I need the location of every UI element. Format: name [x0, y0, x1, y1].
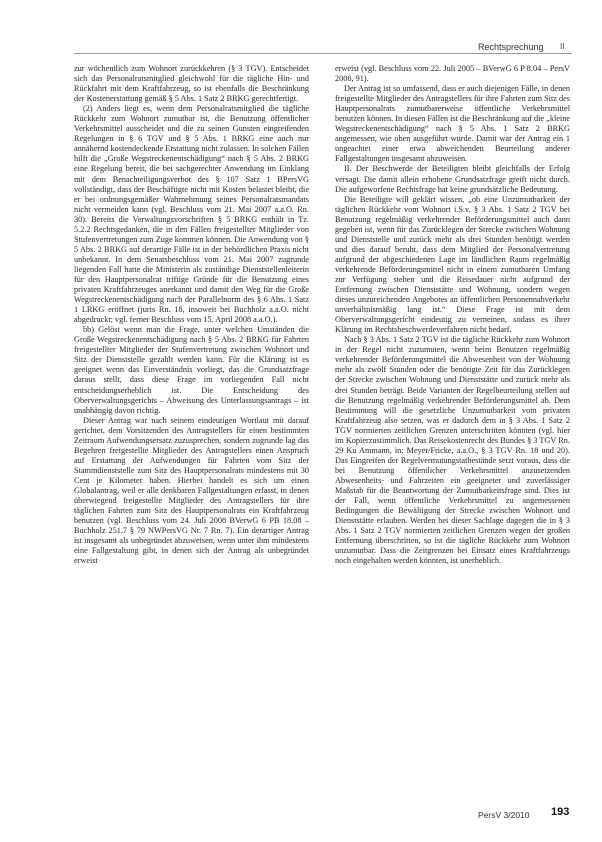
right-paragraph-4: Die Beteiligte will geklärt wissen, „ob eine Unzumutbarkeit der täglichen Rückkehr vom Wohnort i.S.v. § 3 Abs. 1 Satz 2 TGV bei Benutzung regelmäßig verkehrender Beförderungsmittel auch dann gegeben ist, wenn für das Zurücklegen der Strecke zwischen Wohnung und Dienststelle und zurück mehr als drei Stunden benötigt werden und dies darauf beruht, dass dem Mitglied der Personalvertretung aufgrund der abgeschiedenen Lage im ländlichen Raum regelmäßig verkehrende Beförderungsmittel nicht in einem zumutbaren Umfang zur Verfügung stehen und die Reisedauer nicht aufgrund der Entfernung zwischen Dienststätte und Wohnung, sondern wegen dieses unzureichenden Angebotes an öffentlichen Personennahverkehr unverhältnismäßig lang ist.“ Diese Frage ist mit dem Oberverwaltungsgericht eindeutig zu verneinen, sodass es ihrer Klärung im Rechtsbeschwerdeverfahren nicht bedarf.	[335, 194, 570, 335]
running-header-section: Rechtsprechung	[478, 42, 544, 52]
left-paragraph-2: (2) Anders liegt es, wenn dem Personalratsmitglied die tägliche Rückkehr zum Wohnort zumutbar ist, die Benutzung öffentlicher Verkehrsmittel ausscheidet und die zu seinen Gunsten eingreifenden Regelungen in § 6 TGV und § 5 Abs. 1 BRKG eine auch nur annähernd kostendeckende Erstattung nicht zulassen. In solchen Fällen hilft die „Große Wegstreckenentschädigung“ nach § 5 Abs. 2 BRKG eine Regelung bereit, die bei sachgerechter Anwendung im Einklang mit dem Benachteiligungsverbot des § 107 Satz 1 BPersVG vollständigt, dass der Beschäftigte nicht mit Kosten belastet bleibt, die er bei ordnungsgemäßer Wahrnehmung seines Personalratsmandats nicht vermeiden kann (vgl. Beschluss vom 21. Mai 2007 a.a.O. Rn. 30). Bereits die Verwaltungsvorschriften § 5 BRKG enthält in Tz. 5.2.2 Rechtsgedanken, die in den Fällen freigestellter Mitglieder von Stufenvertretungen zum Zuge kommen können. Die Anwendung von § 5 Abs. 2 BRKG auf derartige Fälle ist in der behördlichen Praxis nicht unbekannt. In dem Senatsbeschluss vom 21. Mai 2007 zugrunde liegenden Fall hatte die Ministerin als zuständige Dienststellenleiterin für den Hauptpersonalrat triftige Gründe für die Benutzung eines privaten Kraftfahrzeuges anerkannt und damit den Weg für die Große Wegstreckenentschädigung nach der Parallelnorm des § 6 Abs. 1 Satz 1 LRKG eröffnet (juris Rn. 18, insoweit bei Buchholz a.a.O. nicht abgedruckt; vgl. ferner Beschluss vom 15. April 2008 a.a.O.).	[74, 104, 309, 325]
running-header-marker: II	[560, 42, 565, 51]
right-column	[335, 64, 570, 566]
left-paragraph-4: Dieser Antrag war nach seinem eindeutigen Wortlaut mit darauf gerichtet, dem Vorsitzenden des Antragstellers für einen bestimmten Zeitraum Aufwendungsersatz zuzusprechen, sondern zugrunde lag das Begehren freigestellte Mitglieder des Antragstellers einen Anspruch auf Erstattung der Aufwendungen für Fahrten vom Sitz der Stammdienststelle zum Sitz des Hauptpersonalrats mindestens mit 30 Cent je Kilometer haben. Hierbei handelt es sich um einen Globalantrag, weil er alle denkbaren Fallgestaltungen erfasst, in denen überwiegend freigestellte Mitglieder des Antragstellers für ihre täglichen Fahrten zum Sitz des Hauptpersonalrats ein Kraftfahrzeug benutzen (vgl. Beschluss vom 24. Juli 2008 BVerwG 6 PB 18.08 – Buchholz 251.7 § 79 NWPersVG Nr. 7 Rn. 7). Ein derartiger Antrag ist insgesamt als unbegründet abzuweisen, wenn unter ihm mindestens eine Fallgestaltung gibt, in denen sich der Antrag als unbegründet erweist	[74, 415, 309, 566]
footer-journal: PersV 3/2010	[478, 810, 530, 820]
page-number: 193	[551, 806, 570, 818]
right-paragraph-1: erweist (vgl. Beschluss vom 22. Juli 2005 – BVerwG 6 P 8.04 – PersV 2006, 91).	[335, 64, 570, 84]
left-paragraph-1: zur wöchentlich zum Wohnort zurückkehren (§ 3 TGV). Entscheidet sich das Personalratsmitglied gleichwohl für die tägliche Hin- und Rückfahrt mit dem Kraftfahrzeug, so ist ebenfalls die Beschränkung der Kostenerstattung gemäß § 5 Abs. 1 Satz 2 BRKG gerechtfertigt.	[74, 64, 309, 104]
left-column	[74, 64, 309, 566]
right-paragraph-3: II. Der Beschwerde der Beteiligten bleibt gleichfalls der Erfolg versagt. Die damit allein erhobene Grundsatzfrage greift nicht durch. Die aufgeworfene Rechtsfrage hat keine grundsätzliche Bedeutung.	[335, 164, 570, 194]
header-rule	[74, 53, 572, 54]
left-paragraph-3: bb) Gelöst wenn man die Frage, unter welchen Umständen die Große Wegstreckenentschädigung nach § 5 Abs. 2 BRKG für Fahrten freigestellter Mitglieder der Stufenvertretung zwischen Wohnort und Sitz der Dienststelle gezahlt werden kann. Für die Klärung ist es geeignet wenn das Einverständnis vorliegt, das die Grundsatzfrage daraus stellt, dass diese Frage im vorliegenden Fall nicht entscheidungserheblich ist. Die Entscheidung des Oberverwaltungsgerichts – Abweisung des Unterlassungsantrags – ist unabhängig davon richtig.	[74, 325, 309, 415]
right-paragraph-2: Der Antrag ist so umfassend, dass er auch diejenigen Fälle, in denen freigestellte Mitglieder des Antragstellers für ihre Fahrten zum Sitz des Hauptpersonalrats zumutbarerweise öffentliche Verkehrsmittel benutzen können. In diesen Fällen ist die Beschränkung auf die „kleine Wegstreckenentschädigung“ nach § 5 Abs. 1 Satz 2 BRKG angemessen, wie oben ausgeführt wurde. Damit war der Antrag ein 1 ungeachtet einer etwa abweichenden Beurteilung anderer Fallgestaltungen insgesamt abzuweisen.	[335, 84, 570, 164]
right-paragraph-5: Nach § 3 Abs. 1 Satz 2 TGV ist die tägliche Rückkehr zum Wohnort in der Regel nicht zuzumuten, wenn beim Benutzen regelmäßig verkehrender Beförderungsmittel die Abwesenheit von der Wohnung mehr als zwölf Stunden oder die benötigte Zeit für das Zurücklegen der Strecke zwischen Wohnung und Dienststätte und zurück mehr als drei Stunden beträgt. Beide Varianten der Regelbeurteilung stellen auf die Benutzung regelmäßig verkehrender Beförderungsmittel ab. Dem Bestimmung will die gesetzliche Unzumutbarkeit vom privaten Kraftfahrzeug also setzen, was er dadurch dem in § 3 Abs. 1 Satz 2 TGV normierten zeitlichen Grenzen unterschritten könnten (vgl. hier im Kopierzustimmlich. Das Reisekostenrecht des Bundes § 3 TGV Rn. 29 Ku Ammann, in: Meyer/Fricke, a.a.O., § 3 TGV Rn. 18 und 20). Das Eingreifen der Regelvermutungstatbestände setzt voraus, dass die bei Benutzung öffentlicher Verkehrsmittel anzusetzenden Abwesenheits- und Fahrzeiten ein geeigneter und zuverlässiger Maßstab für die Beantwortung der Zumutbarkeitsfrage sind. Dies ist der Fall, wenn öffentliche Verkehrsmittel zu angemessenen Bedingungen die Bewältigung der Strecke zwischen Wohnort und Dienststätte erlauben. Werden bei dieser Sachlage dagegen die in § 3 Abs. 1 Satz 2 TGV normierten zeitlichen Grenzen wegen der großen Entfernung überschritten, so ist die tägliche Rückkehr zum Wohnort unzumutbar. Dass die Zeitgrenzen bei Einsatz eines Kraftfahrzeugs noch eingehalten werden könnten, ist unerheblich.	[335, 335, 570, 566]
